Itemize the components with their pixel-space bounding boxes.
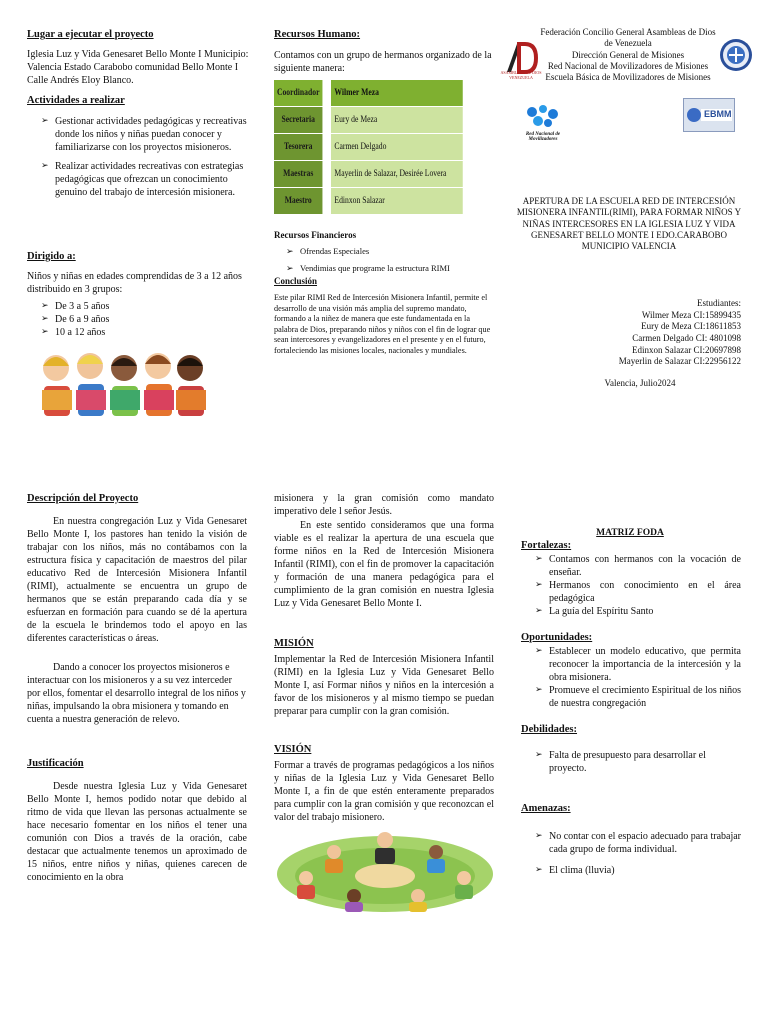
recursos-humano-text: Contamos con un grupo de hermanos organizado de la siguiente manera: xyxy=(274,49,492,74)
student-item: Wilmer Meza CI:15899435 xyxy=(641,309,741,320)
fortaleza-item: ➢ Contamos con hermanos con la vocación de enseñar. xyxy=(535,553,741,579)
recursos-financieros-heading: Recursos Financieros xyxy=(274,230,357,240)
table-row xyxy=(274,80,486,107)
justificacion-p1: Desde nuestra Iglesia Luz y Vida Genesaret Bello Monte I, hemos podido notar que debido al ritmo de vida que llevan las personas actualmente se hace necesario fomentar en los niños el tener una comunión con Dios a través de la oración, cabe destacar que actualmente tenemos un aproximado de 15 niños, entre niños y niñas, quienes carecen de conocimiento en la obra xyxy=(27,780,247,883)
ebmm-logo xyxy=(683,98,735,132)
actividad-item: ➢ Realizar actividades recreativas con estrategias pedagógicas que ofrezcan un conocimiento genuino del trabajo de intercesión misionera. xyxy=(41,160,249,199)
name-cell: Edinxon Salazar xyxy=(331,188,463,215)
name-cell: Mayerlin de Salazar, Desirée Lovera xyxy=(331,161,463,188)
foda-title: MATRIZ FODA xyxy=(596,528,664,538)
fortalezas-section xyxy=(521,539,741,618)
role-cell: Coordinador xyxy=(274,80,322,107)
student-item: Edinxon Salazar CI:20697898 xyxy=(632,344,741,355)
vision-section xyxy=(274,743,494,824)
role-cell: Maestro xyxy=(274,188,322,215)
fortalezas-heading: Fortalezas: xyxy=(521,540,572,551)
students-label: Estudiantes: xyxy=(697,298,741,308)
student-item: Mayerlin de Salazar CI:22956122 xyxy=(618,356,741,367)
mision-heading: MISIÓN xyxy=(274,638,314,649)
amenazas-heading: Amenazas: xyxy=(521,803,571,814)
name-cell: Eury de Meza xyxy=(331,107,463,134)
ad-logo-subtext: ASAMBLEAS DE DIOS VENEZUELA xyxy=(500,70,542,81)
vision-text: Formar a través de programas pedagógicos a los niños y niñas de la Iglesia Luz y Vida Genesaret Bello Monte I, a fin de que estén enteramente preparados para cumplir con la gran comisión y que reconozcan el valor del trabajo misionero. xyxy=(274,759,494,823)
students-block xyxy=(560,298,741,368)
ebmm-logo-text: EBMM xyxy=(704,109,732,119)
financiero-item: ➢ Vendimias que programe la estructura RIMI xyxy=(286,263,494,274)
mision-section xyxy=(274,637,494,718)
student-item: Eury de Meza CI:18611853 xyxy=(641,321,741,332)
oportunidad-item: ➢ Establecer un modelo educativo, que permita reconocer la importancia de la intercesión y la obra misionera. xyxy=(535,645,741,684)
amenaza-item: ➢ El clima (lluvia) xyxy=(535,864,741,877)
debilidades-section xyxy=(521,723,741,775)
justificacion-p2: misionera y la gran comisión como mandato imperativo dele l señor Jesús. xyxy=(274,493,494,517)
actividad-item: ➢ Gestionar actividades pedagógicas y recreativas donde los niños y niñas puedan conocer y familiarizarse con los proyectos misioneros. xyxy=(41,115,249,154)
financiero-item: ➢ Ofrendas Especiales xyxy=(286,246,494,257)
conclusion-heading: Conclusión xyxy=(274,275,318,286)
justificacion-continued xyxy=(274,492,494,610)
cover-title: APERTURA DE LA ESCUELA RED DE INTERCESIÓN MISIONERA INFANTIL(RIMI), PARA FORMAR NIÑOS Y NIÑAS INTERCESORES EN LA IGLESIA LUZ Y VIDA GENESARET BELLO MONTE I EDO.CARABOBO MUNICIPIO VALENCIA xyxy=(516,196,742,251)
age-group-item: ➢ De 6 a 9 años xyxy=(41,313,249,326)
recursos-financieros-section xyxy=(274,230,494,356)
org-line: Escuela Básica de Movilizadores de Misiones xyxy=(545,72,711,82)
role-cell: Maestras xyxy=(274,161,322,188)
red-nacional-logo xyxy=(518,104,568,142)
fortaleza-item: ➢ Hermanos con conocimiento en el área pedagógica xyxy=(535,579,741,605)
oportunidades-section xyxy=(521,631,741,710)
amenazas-section xyxy=(521,802,741,877)
descripcion-p1: En nuestra congregación Luz y Vida Genesaret Bello Monte I, los pastores han tenido la visión de trabajar con los niños, más no contábamos con la estructura física y capacitación de maestros del pilar educativo Red de Intercesión Misionera Infantil (RIMI), actualmente se encuentra un grupo de hermanos que se están preparando cada día y se esfuerzan en formación para cuando se dé la apertura de la escuela le brindemos todo el apoyo en las diferentes características o áreas. xyxy=(27,515,247,644)
recursos-humano-heading: Recursos Humano: xyxy=(274,29,361,40)
dirigido-section xyxy=(27,250,249,339)
lugar-text: Iglesia Luz y Vida Genesaret Bello Monte I Municipio: Valencia Estado Carabobo comunidad Bello Monte I Calle Andrés Eloy Blanco. xyxy=(27,48,249,86)
org-line: Federación Concilio General Asambleas de Dios de Venezuela xyxy=(540,27,716,49)
org-header xyxy=(538,27,718,83)
recursos-humano-section xyxy=(274,28,492,75)
role-cell: Tesorera xyxy=(274,134,322,161)
age-group-item: ➢ 10 a 12 años xyxy=(41,326,249,339)
org-line: Red Nacional de Movilizadores de Misiones xyxy=(547,60,709,71)
actividades-section xyxy=(27,94,249,199)
conclusion-text: Este pilar RIMI Red de Intercesión Misionera Infantil, permite el desarrollo de una visión más amplia del supremo mandato, formando a la niñez de manera que este fundamentada en la palabra de Dios, preparando niños y niños con el fin de lograr que sean intercesores y evangelizadores en el presente y en el futuro, fortaleciendo las misiones locales, nacionales y mundiales. xyxy=(274,293,491,355)
table-row xyxy=(274,134,486,161)
debilidad-item: ➢ Falta de presupuesto para desarrollar el proyecto. xyxy=(535,749,741,775)
descripcion-section xyxy=(27,492,247,726)
oportunidades-heading: Oportunidades: xyxy=(521,632,593,643)
descripcion-p2: Dando a conocer los proyectos misioneros e interactuar con los misioneros y a su vez interceder por ellos, fomentar el desarrollo integral de los niños y niñas, impulsando la obra misionera y tomando en cuenta a nuestra generación de relevo. xyxy=(27,661,246,725)
children-circle-illustration xyxy=(274,826,496,914)
justificacion-heading: Justificación xyxy=(27,758,84,769)
team-table xyxy=(274,80,486,215)
descripcion-heading: Descripción del Proyecto xyxy=(27,493,139,504)
org-line: Dirección General de Misiones xyxy=(571,49,685,60)
role-cell: Secretaria xyxy=(274,107,322,134)
name-cell: Carmen Delgado xyxy=(331,134,463,161)
justificacion-p3: En este sentido consideramos que una forma viable es el realizar la apertura de una escuela que forme niños en la Red de Intercesión Misionera Infantil (RIMI), con el fin de promover la capacitación y formación de una manera pedagógica para el cumplimiento de la gran comisión en nuestra Iglesia Luz y Vida Genesaret Bello Monte I. xyxy=(274,520,494,609)
amenaza-item: ➢ No contar con el espacio adecuado para trabajar cada grupo de forma individual. xyxy=(535,830,741,856)
children-reading-illustration xyxy=(38,346,210,428)
dirigido-text: Niños y niñas en edades comprendidas de 3 a 12 años distribuido en 3 grupos: xyxy=(27,270,242,295)
place-date: Valencia, Julio2024 xyxy=(604,378,676,388)
dirigido-heading: Dirigido a: xyxy=(27,251,76,262)
oportunidad-item: ➢ Promueve el crecimiento Espiritual de los niños de nuestra congregación xyxy=(535,684,741,710)
table-row xyxy=(274,188,486,215)
dgm-logo xyxy=(720,39,752,71)
table-row xyxy=(274,107,486,134)
age-group-item: ➢ De 3 a 5 años xyxy=(41,300,249,313)
debilidades-heading: Debilidades: xyxy=(521,724,578,735)
student-item: Carmen Delgado CI: 4801098 xyxy=(632,333,741,344)
red-nacional-logo-text: Red Nacional de Movilizadores xyxy=(525,132,561,143)
mision-text: Implementar la Red de Intercesión Misionera Infantil (RIMI) en la Iglesia Luz y Vida Genesaret Bello Monte I, así Formar niños y niños en la intercesión a favor de los misioneros y al mismo tiempo se puedan preparar para cumplir con la gran comisión. xyxy=(274,653,494,717)
justificacion-section xyxy=(27,757,247,884)
lugar-heading: Lugar a ejecutar el proyecto xyxy=(27,29,154,40)
actividades-heading: Actividades a realizar xyxy=(27,95,125,106)
table-row xyxy=(274,161,486,188)
vision-heading: VISIÓN xyxy=(274,744,312,755)
fortaleza-item: ➢ La guía del Espíritu Santo xyxy=(535,605,741,618)
name-cell: Wilmer Meza xyxy=(331,80,463,107)
lugar-section xyxy=(27,28,249,87)
